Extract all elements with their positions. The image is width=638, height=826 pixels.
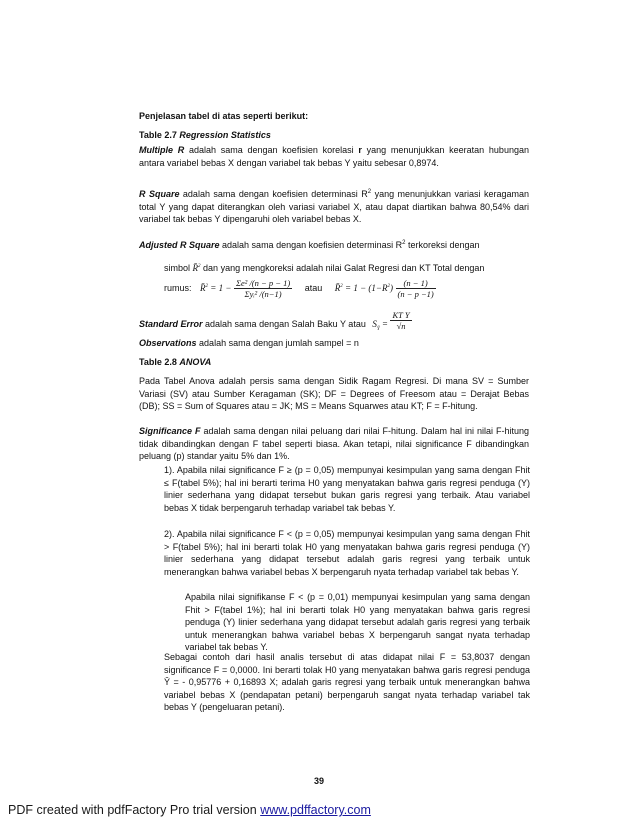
adjusted-r-rest: terkoreksi dengan bbox=[408, 240, 480, 250]
r-square-text: adalah sama dengan koefisien determinasi R bbox=[182, 189, 368, 199]
r-square-rest: yang menunjukkan variasi keragaman total Y yang dapat diterangkan oleh variasi variabel X, atau dapat diartikan bahwa 80,54% dari variabel tak bebas Y dipengaruhi oleh variabel bebas X. bbox=[139, 189, 529, 225]
std-error-fraction bbox=[390, 310, 411, 331]
table-28-title: ANOVA bbox=[179, 357, 212, 367]
anova-paragraph: Pada Tabel Anova adalah persis sama dengan Sidik Ragam Regresi. Di mana SV = Sumber Variasi (SV) atau Sumber Keragaman (SK); DF = Degrees of Freesom atau = Derajat Bebas (DB); SS = Sum of Squares atau = JK; MS = Means Squarwes atau KT; F = F-hitung. bbox=[139, 376, 529, 412]
list-item-2: 2). Apabila nilai significance F < (p = 0,05) mempunyai kesimpulan yang sama dengan Fhit > F(tabel 5%); hal ini berarti tolak H0 yang menyatakan bahwa garis regresi penduga (Y) linier sederhana yang didapat tersebut adalah garis regresi yang terbaik untuk menerangkan bahwa variabel bebas X berpengaruh nyata terhadap variabel tak bebas Y. bbox=[164, 529, 530, 577]
standard-error-paragraph bbox=[139, 310, 529, 336]
table-27-title: Regression Statistics bbox=[179, 130, 271, 140]
table-28-caption bbox=[139, 356, 211, 369]
multiple-r-var: r bbox=[358, 145, 362, 155]
formula-2-lhs: R̄$^2$ = $1 - (1-R^2)$ bbox=[334, 282, 393, 293]
table-27-caption bbox=[139, 129, 271, 142]
significance-text: adalah sama dengan nilai peluang dari nilai F-hitung. Dalam hal ini nilai F-hitung tidak dibandingkan dengan F tabel seperti biasa. Akan tetapi, nilai significance F dibandingkan peluang (p) standar yaitu 5% dan 1%. bbox=[139, 426, 529, 462]
adjusted-r-term: Adjusted R Square bbox=[139, 240, 220, 250]
page-heading: Penjelasan tabel di atas seperti berikut: bbox=[139, 111, 309, 121]
r-bar-squared-symbol: R̄$^2$ bbox=[192, 263, 201, 273]
formula-2-numerator: (n − 1) bbox=[396, 278, 436, 289]
r-square-term: R Square bbox=[139, 189, 180, 199]
std-error-numerator: KT Y bbox=[392, 310, 410, 321]
adjusted-r-text: adalah sama dengan koefisien determinasi R bbox=[222, 240, 403, 250]
significance-paragraph bbox=[139, 425, 529, 463]
rumus-label: rumus: bbox=[164, 282, 192, 293]
formula-1-fraction bbox=[234, 278, 292, 299]
observations-paragraph bbox=[139, 337, 529, 350]
formula-1-lhs: R̄$^2$ = 1 − bbox=[200, 282, 232, 293]
standard-error-text: adalah sama dengan Salah Baku Y atau bbox=[205, 319, 366, 329]
table-27-label: Table 2.7 bbox=[139, 130, 177, 140]
adjusted-r-paragraph bbox=[139, 237, 529, 252]
adjusted-r-formula bbox=[164, 278, 530, 299]
pdf-footer bbox=[8, 803, 371, 817]
multiple-r-rest: yang menunjukkan keeratan hubungan antara variabel bebas X dengan variabel tak bebas Y yaitu sebesar 0,8974. bbox=[139, 145, 529, 168]
example-paragraph: Sebagai contoh dari hasil analis tersebut di atas didapat nilai F = 53,8037 dengan significance F = 0,0000. Ini berarti tolak H0 yang menyatakan bahwa garis regresi penduga Ŷ = - 0,95776 + 0,16893 X; adalah garis regresi yang terbaik untuk menerangkan bahwa variabel bebas X (pendapatan petani) berpengaruh sangat nyata terhadap variabel tak bebas Y (pengeluaran petani). bbox=[164, 652, 530, 713]
standard-error-term: Standard Error bbox=[139, 319, 203, 329]
significance-term: Significance F bbox=[139, 426, 201, 436]
atau-label: atau bbox=[304, 282, 323, 293]
formula-2-denominator: (n − p −1) bbox=[397, 289, 434, 299]
formula-2-fraction bbox=[396, 278, 436, 299]
table-28-label: Table 2.8 bbox=[139, 357, 177, 367]
observations-term: Observations bbox=[139, 338, 197, 348]
sy-symbol: $S_Ŷ$ = bbox=[372, 319, 388, 332]
multiple-r-text: adalah sama dengan koefisien korelasi bbox=[189, 145, 354, 155]
std-error-denominator: √n bbox=[396, 321, 406, 332]
simbol-label: simbol bbox=[164, 263, 191, 273]
adjusted-r-sup: 2 bbox=[402, 240, 406, 246]
footer-text: PDF created with pdfFactory Pro trial version bbox=[8, 803, 257, 817]
multiple-r-term: Multiple R bbox=[139, 145, 185, 155]
formula-1-denominator: Σyᵢ² /(n−1) bbox=[244, 289, 282, 299]
simbol-line bbox=[164, 261, 530, 275]
multiple-r-paragraph bbox=[139, 144, 529, 169]
footer-link[interactable]: www.pdffactory.com bbox=[260, 803, 371, 817]
simbol-description: dan yang mengkoreksi adalah nilai Galat Regresi dan KT Total dengan bbox=[203, 263, 485, 273]
observations-text: adalah sama dengan jumlah sampel = n bbox=[199, 338, 359, 348]
r-square-sup: 2 bbox=[367, 189, 372, 195]
list-item-2-note: Apabila nilai signifikanse F < (p = 0,01) mempunyai kesimpulan yang sama dengan Fhit > F(tabel 1%); hal ini berarti tolak H0 yang menyatakan bahwa garis regresi penduga (Y) linier sederhana yang didapat tersebut adalah garis regresi yang terbaik untuk menerangkan bahwa variabel bebas X berpengaruh sangat nyata terhadap variabel tak bebas Y. bbox=[185, 592, 530, 653]
r-square-paragraph bbox=[139, 186, 529, 226]
page-number: 39 bbox=[313, 776, 324, 786]
list-item-1: 1). Apabila nilai significance F ≥ (p = 0,05) mempunyai kesimpulan yang sama dengan Fhit ≤ F(tabel 5%); hal ini berarti terima H0 yang menyatakan bahwa garis regresi penduga (Y) linier sederhana yang didapat tersebut bukan garis regresi yang terbaik. Atau variabel bebas X tidak berpengaruh terhadap variabel tak bebas Y. bbox=[164, 465, 530, 513]
formula-1-numerator: Σe² /(n − p − 1) bbox=[235, 278, 291, 288]
